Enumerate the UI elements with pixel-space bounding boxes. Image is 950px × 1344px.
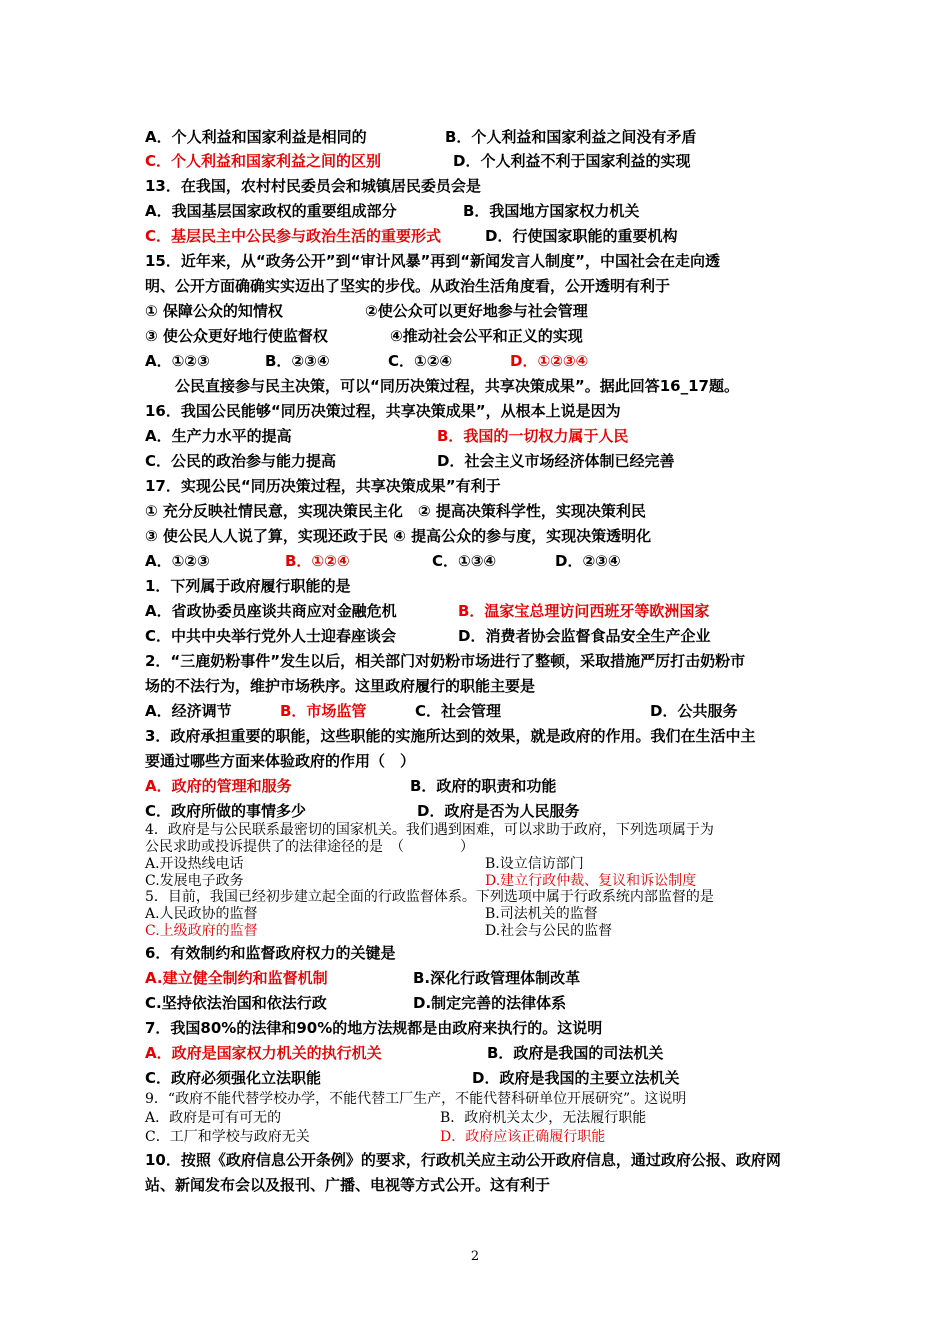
line-text: D．消费者协会监督食品安全生产企业	[458, 627, 711, 645]
line-text: 明、公开方面确确实实迈出了坚实的步伐。从政治生活角度看，公开透明有利于	[145, 277, 671, 295]
answer-text: A.建立健全制约和监督机制	[145, 969, 328, 987]
line-text: 要通过哪些方面来体验政府的作用（ ）	[145, 752, 416, 770]
line-text: D．政府是我国的主要立法机关	[472, 1069, 680, 1087]
line-text: 10．按照《政府信息公开条例》的要求，行政机关应主动公开政府信息，通过政府公报、政府网	[145, 1151, 781, 1169]
line-text: ① 充分反映社情民意，实现决策民主化 ② 提高决策科学性，实现决策利民	[145, 502, 646, 520]
line-text: D．政府是否为人民服务	[417, 802, 580, 820]
answer-text: C．个人利益和国家利益之间的区别	[145, 152, 382, 170]
line-text: D．社会主义市场经济体制已经完善	[437, 452, 675, 470]
answer-text: B．①②④	[285, 552, 350, 570]
line-text: B.深化行政管理体制改革	[413, 969, 581, 987]
line-text: B．政府机关太少，无法履行职能	[440, 1110, 647, 1126]
line-text: A．生产力水平的提高	[145, 427, 292, 445]
line-text: B.设立信访部门	[485, 856, 584, 872]
line-text: A.人民政协的监督	[145, 906, 258, 922]
line-text: C．中共中央举行党外人士迎春座谈会	[145, 627, 397, 645]
line-text: B．政府的职责和功能	[410, 777, 557, 795]
answer-text: B．温家宝总理访问西班牙等欧洲国家	[458, 602, 710, 620]
line-text: 5．目前，我国已经初步建立起全面的行政监督体系。下列选项中属于行政系统内部监督的是	[145, 889, 714, 905]
line-text: C．公民的政治参与能力提高	[145, 452, 337, 470]
line-text: A．①②③	[145, 352, 210, 370]
line-text: C.坚持依法治国和依法行政	[145, 994, 327, 1012]
line-text: 场的不法行为，维护市场秩序。这里政府履行的职能主要是	[145, 677, 536, 695]
line-text: D.制定完善的法律体系	[413, 994, 567, 1012]
line-text: 公民求助或投诉提供了的法律途径的是 （ ）	[145, 839, 474, 855]
line-text: ③ 使公民人人说了算，实现还政于民 ④ 提高公众的参与度，实现决策透明化	[145, 527, 652, 545]
line-text: D．个人利益不利于国家利益的实现	[453, 152, 691, 170]
line-text: 17．实现公民“同历决策过程，共享决策成果”有利于	[145, 477, 501, 495]
answer-text: B．市场监管	[280, 702, 367, 720]
line-text: 4．政府是与公民联系最密切的国家机关。我们遇到困难，可以求助于政府，下列选项属于为	[145, 822, 714, 838]
answer-text: A．政府是国家权力机关的执行机关	[145, 1044, 382, 1062]
line-text: C．政府必须强化立法职能	[145, 1069, 322, 1087]
line-text: 2．“三鹿奶粉事件”发生以后，相关部门对奶粉市场进行了整顿，采取措施严厉打击奶粉市	[145, 652, 746, 670]
answer-text: C．基层民主中公民参与政治生活的重要形式	[145, 227, 442, 245]
page-number: 2	[470, 1249, 480, 1264]
answer-text: D．政府应该正确履行职能	[440, 1129, 606, 1145]
line-text: D．行使国家职能的重要机构	[485, 227, 678, 245]
line-text: ③ 使公众更好地行使监督权	[145, 327, 328, 345]
line-text: C.发展电子政务	[145, 873, 244, 889]
line-text: ②使公众可以更好地参与社会管理	[365, 302, 588, 320]
answer-text: D.建立行政仲裁、复议和诉讼制度	[485, 873, 697, 889]
line-text: B.司法机关的监督	[485, 906, 598, 922]
line-text: 16．我国公民能够“同历决策过程，共享决策成果”，从根本上说是因为	[145, 402, 621, 420]
line-text: ① 保障公众的知情权	[145, 302, 283, 320]
line-text: 15．近年来，从“政务公开”到“审计风暴”再到“新闻发言人制度”，中国社会在走向透	[145, 252, 721, 270]
line-text: C．工厂和学校与政府无关	[145, 1129, 310, 1145]
answer-text: B．我国的一切权力属于人民	[437, 427, 629, 445]
line-text: C．①②④	[388, 352, 453, 370]
line-text: 13．在我国，农村村民委员会和城镇居民委员会是	[145, 177, 481, 195]
line-text: B．②③④	[265, 352, 330, 370]
line-text: 6．有效制约和监督政府权力的关键是	[145, 944, 396, 962]
line-text: D．公共服务	[650, 702, 738, 720]
answer-text: C.上级政府的监督	[145, 923, 258, 939]
line-text: B．我国地方国家权力机关	[463, 202, 640, 220]
line-text: D．②③④	[555, 552, 621, 570]
line-text: A．省政协委员座谈共商应对金融危机	[145, 602, 397, 620]
line-text: D.社会与公民的监督	[485, 923, 613, 939]
line-text: 9．“政府不能代替学校办学，不能代替工厂生产，不能代替科研单位开展研究”。这说明	[145, 1091, 687, 1107]
line-text: 站、新闻发布会以及报刊、广播、电视等方式公开。这有利于	[145, 1176, 551, 1194]
line-text: A．政府是可有可无的	[145, 1110, 282, 1126]
line-text: C．①③④	[432, 552, 497, 570]
line-text: C．政府所做的事情多少	[145, 802, 307, 820]
answer-text: D．①②③④	[510, 352, 589, 370]
line-text: C．社会管理	[415, 702, 502, 720]
line-text: 公民直接参与民主决策，可以“同历决策过程，共享决策成果”。据此回答16_17题。	[175, 377, 739, 395]
line-text: A.开设热线电话	[145, 856, 244, 872]
line-text: ④推动社会公平和正义的实现	[390, 327, 583, 345]
line-text: A．我国基层国家政权的重要组成部分	[145, 202, 397, 220]
line-text: 7．我国80%的法律和90%的地方法规都是由政府来执行的。这说明	[145, 1019, 603, 1037]
line-text: A．①②③	[145, 552, 210, 570]
answer-text: A．政府的管理和服务	[145, 777, 292, 795]
line-text: B．个人利益和国家利益之间没有矛盾	[445, 128, 697, 146]
line-text: A．个人利益和国家利益是相同的	[145, 128, 367, 146]
line-text: A．经济调节	[145, 702, 232, 720]
line-text: 1．下列属于政府履行职能的是	[145, 577, 351, 595]
line-text: B．政府是我国的司法机关	[487, 1044, 664, 1062]
line-text: 3．政府承担重要的职能，这些职能的实施所达到的效果，就是政府的作用。我们在生活中主	[145, 727, 756, 745]
